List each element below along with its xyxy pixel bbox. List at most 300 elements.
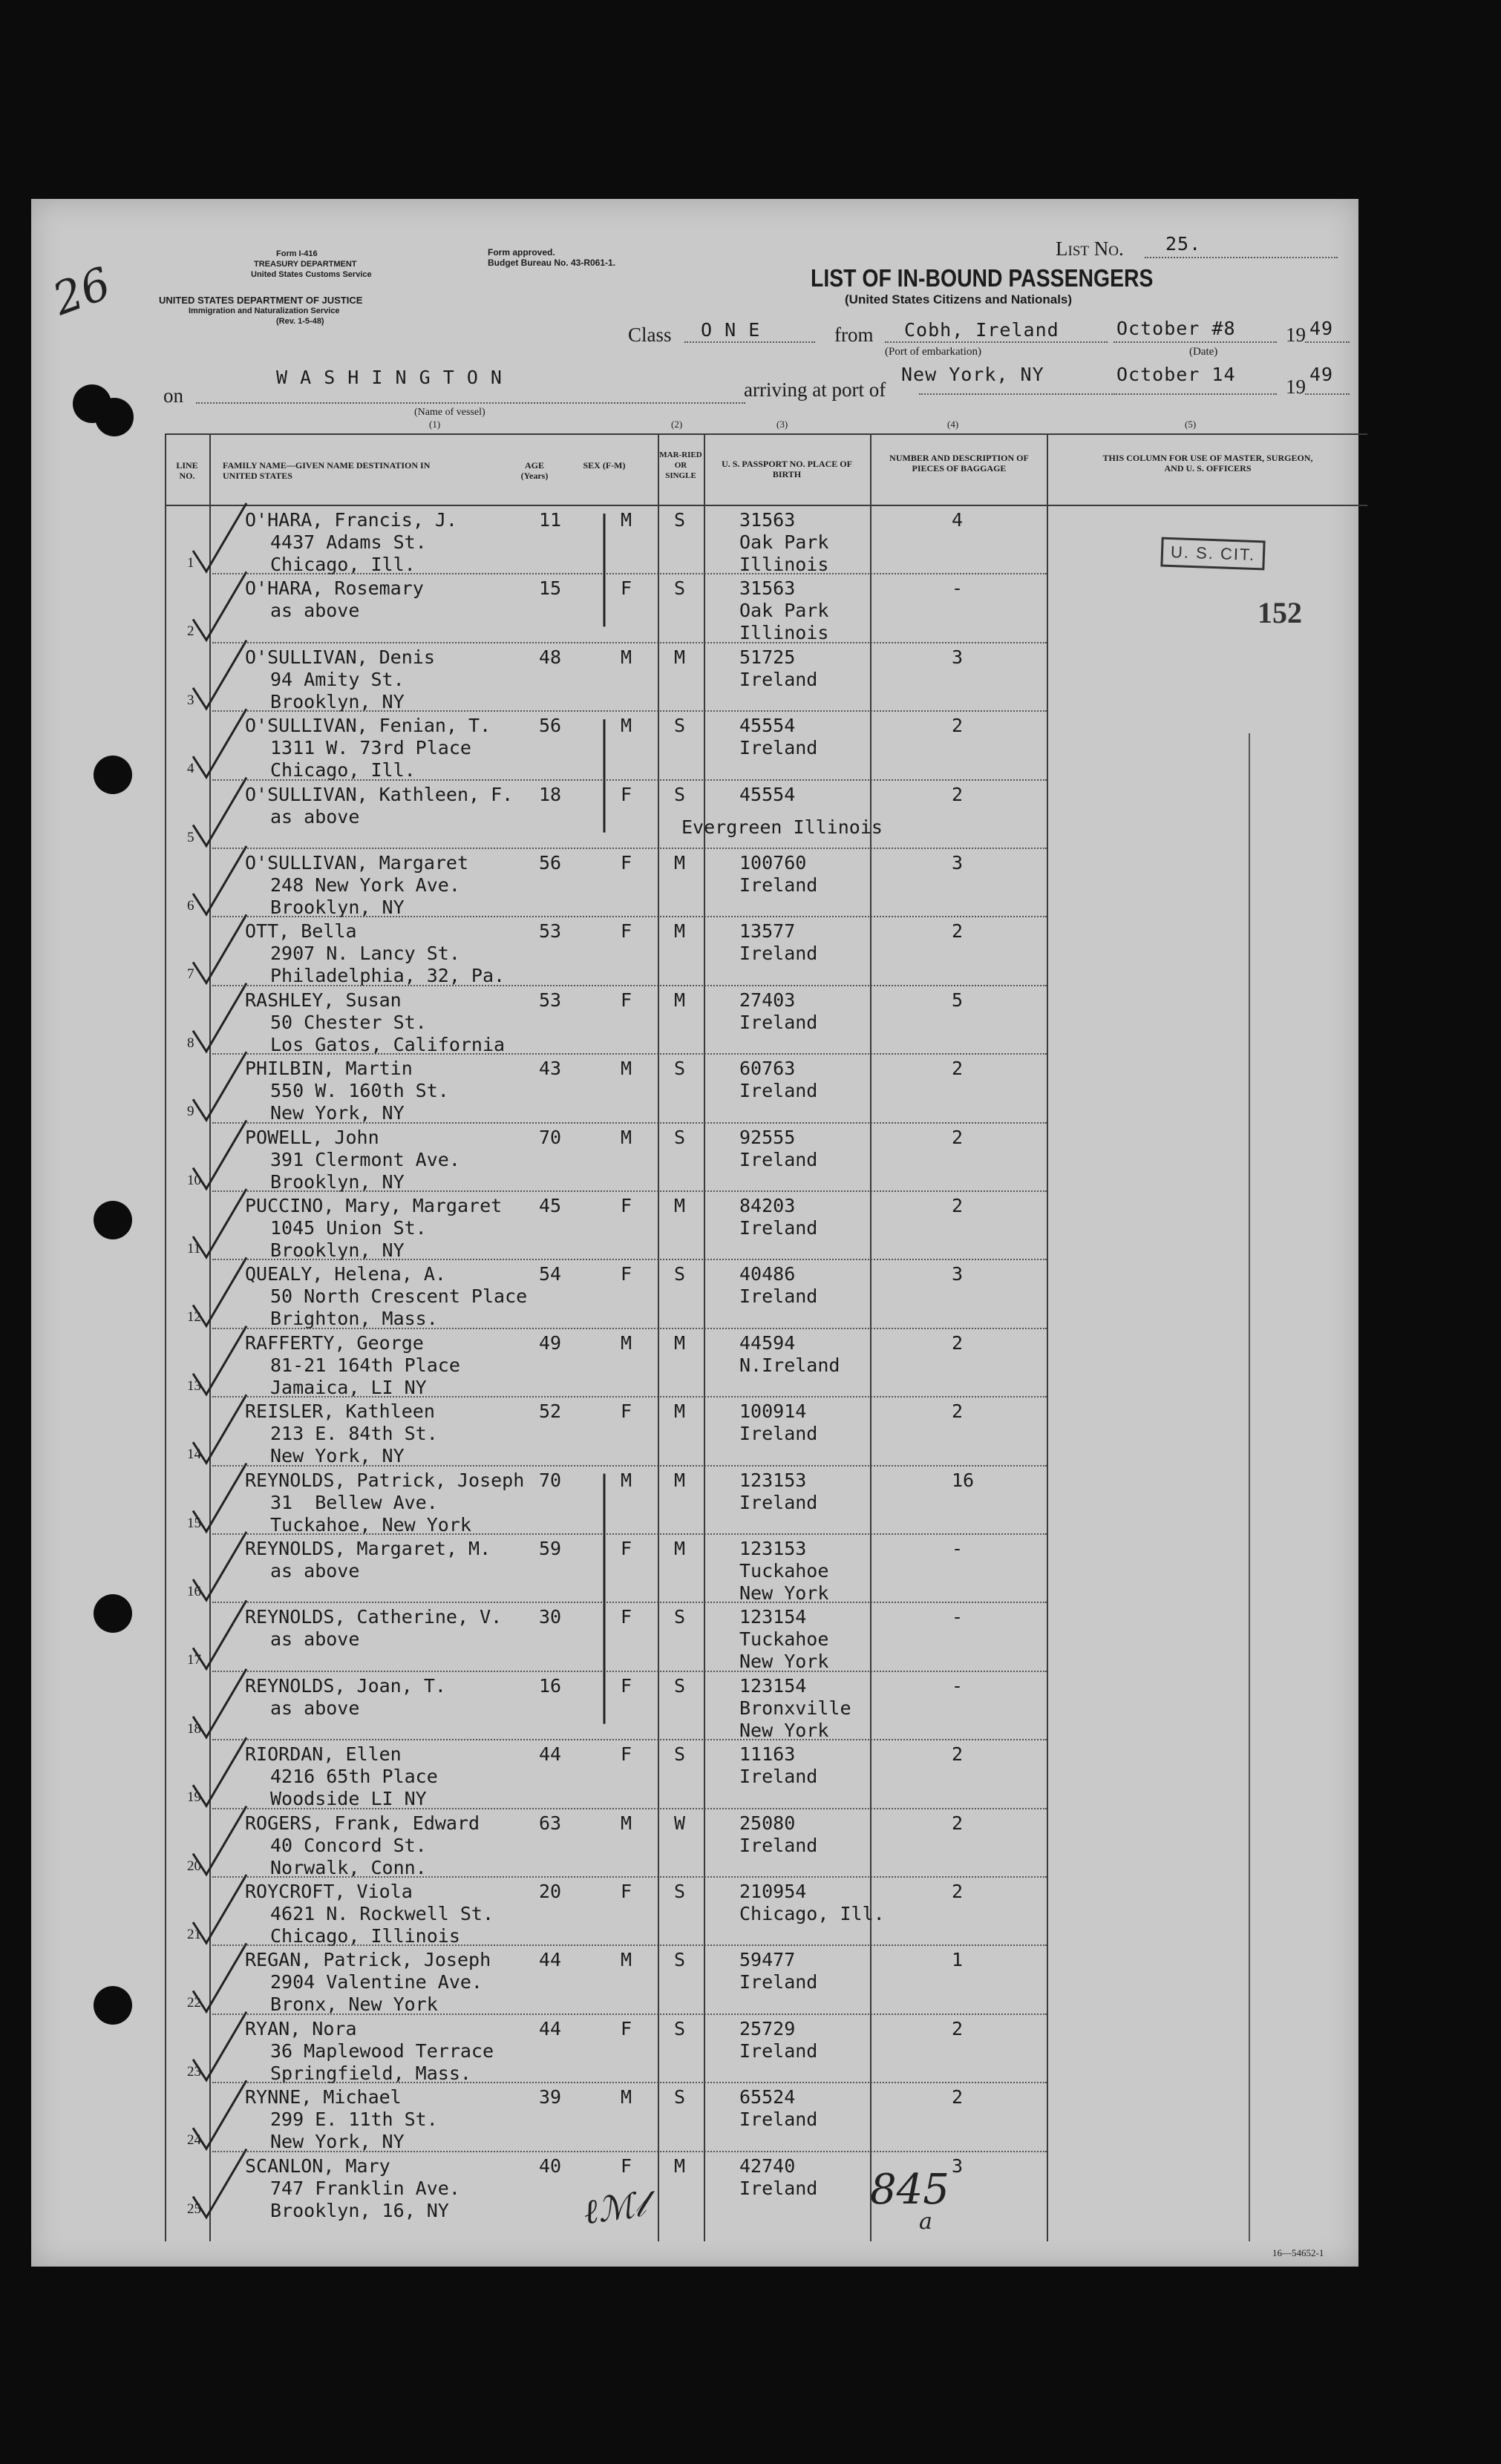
baggage-count: 16 bbox=[952, 1469, 975, 1491]
passenger-name: REYNOLDS, Catherine, V. bbox=[245, 1606, 503, 1628]
row-separator bbox=[212, 779, 1047, 781]
marital-status: M bbox=[674, 646, 686, 668]
passport-number: 59477 bbox=[739, 1949, 796, 1971]
marital-status: M bbox=[674, 989, 686, 1011]
check-mark bbox=[193, 778, 246, 846]
col-header-officers: THIS COLUMN FOR USE OF MASTER, SURGEON, AND U. S. OFFICERS bbox=[1102, 453, 1313, 474]
marital-status: S bbox=[674, 577, 686, 600]
marital-status: W bbox=[674, 1812, 686, 1834]
address-line-1: 4216 65th Place bbox=[270, 1766, 438, 1788]
binder-hole bbox=[94, 1986, 132, 2025]
row-separator bbox=[212, 1190, 1047, 1192]
marital-status: S bbox=[674, 509, 686, 531]
passenger-name: REYNOLDS, Patrick, Joseph bbox=[245, 1469, 525, 1491]
sex: F bbox=[621, 577, 632, 600]
passenger-name: O'HARA, Francis, J. bbox=[245, 509, 457, 531]
baggage-count: 3 bbox=[952, 2155, 964, 2177]
marital-status: S bbox=[674, 1263, 686, 1285]
age: 44 bbox=[539, 2017, 562, 2039]
baggage-count: 2 bbox=[952, 1331, 964, 1354]
sex: F bbox=[621, 1195, 632, 1216]
age: 63 bbox=[539, 1812, 562, 1834]
marital-status: M bbox=[674, 2155, 686, 2177]
sex: M bbox=[621, 1812, 632, 1834]
passport-number: 123154 bbox=[739, 1674, 807, 1697]
sex: F bbox=[621, 2017, 632, 2039]
line-number: 21 bbox=[187, 1927, 201, 1942]
sex: F bbox=[621, 1263, 632, 1285]
passport-number: 65524 bbox=[739, 2086, 796, 2109]
age: 39 bbox=[539, 2086, 562, 2109]
address-line-2: Brooklyn, NY bbox=[270, 690, 405, 712]
row-separator bbox=[212, 710, 1047, 712]
line-number: 9 bbox=[187, 1104, 194, 1120]
us-citizen-stamp: U. S. CIT. bbox=[1160, 537, 1265, 571]
line-number: 1 bbox=[187, 555, 194, 571]
baggage-count: 2 bbox=[952, 715, 964, 737]
address-line-1: 2907 N. Lancy St. bbox=[270, 943, 460, 965]
passport-number: 123154 bbox=[739, 1606, 807, 1628]
baggage-count: 2 bbox=[952, 1195, 964, 1216]
address-line-1: 81-21 164th Place bbox=[270, 1354, 460, 1376]
passenger-name: RIORDAN, Ellen bbox=[245, 1743, 402, 1766]
doj-title: UNITED STATES DEPARTMENT OF JUSTICE bbox=[159, 295, 363, 306]
passenger-name: PHILBIN, Martin bbox=[245, 1058, 413, 1080]
row-separator bbox=[212, 1328, 1047, 1329]
baggage-count: 2 bbox=[952, 1400, 964, 1423]
list-no-label: List No. bbox=[1056, 237, 1124, 260]
col-num-3: (3) bbox=[776, 419, 788, 430]
check-mark bbox=[193, 1189, 246, 1257]
passport-number: 100760 bbox=[739, 852, 807, 874]
address-line-2: Brighton, Mass. bbox=[270, 1308, 438, 1330]
age: 52 bbox=[539, 1400, 562, 1423]
address-line-2: Norwalk, Conn. bbox=[270, 1856, 427, 1878]
age: 53 bbox=[539, 989, 562, 1011]
binder-hole bbox=[95, 398, 134, 436]
passenger-name: POWELL, John bbox=[245, 1126, 379, 1148]
baggage-count: 4 bbox=[952, 509, 964, 531]
age: 48 bbox=[539, 646, 562, 668]
sex: M bbox=[621, 1469, 632, 1491]
row-separator bbox=[212, 1533, 1047, 1535]
age: 44 bbox=[539, 1949, 562, 1971]
address-line-1: 299 E. 11th St. bbox=[270, 2109, 438, 2131]
check-mark bbox=[193, 1052, 246, 1120]
address-line-2: New York, NY bbox=[270, 1445, 405, 1467]
birthplace-line-1: Ireland bbox=[739, 2039, 818, 2062]
line-number: 16 bbox=[187, 1584, 201, 1599]
age: 18 bbox=[539, 783, 562, 805]
check-mark bbox=[193, 640, 246, 709]
line-number: 23 bbox=[187, 2063, 201, 2080]
customs-service: United States Customs Service bbox=[251, 270, 372, 279]
class-value: O N E bbox=[701, 319, 761, 341]
marital-status: S bbox=[674, 1674, 686, 1697]
address-line-2: Tuckahoe, New York bbox=[270, 1513, 471, 1536]
col-header-line: LINE NO. bbox=[176, 460, 198, 481]
address-line-1: 1045 Union St. bbox=[270, 1217, 427, 1239]
birthplace-line-1: Ireland bbox=[739, 1971, 818, 1993]
row-separator bbox=[212, 1122, 1047, 1124]
birthplace-line-1: Tuckahoe bbox=[739, 1560, 829, 1582]
row-separator bbox=[212, 2151, 1047, 2152]
passport-number: 27403 bbox=[739, 989, 796, 1011]
address-line-2: Jamaica, LI NY bbox=[270, 1376, 427, 1398]
col-num-5: (5) bbox=[1185, 419, 1197, 430]
arriving-label: arriving at port of bbox=[744, 379, 886, 401]
col-header-age: AGE (Years) bbox=[520, 460, 549, 481]
passenger-name: O'SULLIVAN, Denis bbox=[245, 646, 435, 668]
address-line-1: 747 Franklin Ave. bbox=[270, 2177, 460, 2199]
address-line-1: 36 Maplewood Terrace bbox=[270, 2039, 494, 2062]
col-header-passport: U. S. PASSPORT NO. PLACE OF BIRTH bbox=[722, 459, 852, 479]
age: 16 bbox=[539, 1674, 562, 1697]
sex: F bbox=[621, 1400, 632, 1423]
age: 56 bbox=[539, 715, 562, 737]
baggage-count: 2 bbox=[952, 1881, 964, 1902]
marital-status: S bbox=[674, 1881, 686, 1902]
birthplace-line-1: Ireland bbox=[739, 2177, 818, 2199]
sex: F bbox=[621, 989, 632, 1011]
passenger-count: 152 bbox=[1258, 596, 1302, 629]
line-number: 2 bbox=[187, 623, 194, 640]
birthplace-line-1: Ireland bbox=[739, 1080, 818, 1102]
extra-birthplace: Evergreen Illinois bbox=[681, 816, 883, 838]
baggage-count: - bbox=[952, 1606, 964, 1628]
line-number: 8 bbox=[187, 1035, 194, 1051]
sex: F bbox=[621, 1674, 632, 1697]
sex: M bbox=[621, 1331, 632, 1354]
age: 20 bbox=[539, 1881, 562, 1902]
passenger-name: QUEALY, Helena, A. bbox=[245, 1263, 446, 1285]
arrival-year-prefix: 19 bbox=[1286, 376, 1306, 398]
vessel-caption: (Name of vessel) bbox=[414, 407, 485, 418]
row-separator bbox=[212, 848, 1047, 849]
passenger-name: PUCCINO, Mary, Margaret bbox=[245, 1195, 503, 1216]
address-line-2: Brooklyn, 16, NY bbox=[270, 2199, 449, 2221]
passenger-name: RYAN, Nora bbox=[245, 2017, 357, 2039]
address-line-1: as above bbox=[270, 600, 360, 622]
row-separator bbox=[212, 1259, 1047, 1260]
baggage-count: - bbox=[952, 1538, 964, 1559]
line-number: 14 bbox=[187, 1446, 201, 1463]
address-line-2: New York, NY bbox=[270, 2131, 405, 2153]
row-separator bbox=[212, 985, 1047, 986]
address-line-1: 50 Chester St. bbox=[270, 1011, 427, 1033]
row-separator bbox=[212, 2014, 1047, 2015]
birthplace-line-1: Oak Park bbox=[739, 531, 829, 553]
check-mark bbox=[193, 709, 246, 777]
baggage-count: 2 bbox=[952, 783, 964, 805]
address-line-2: Bronx, New York bbox=[270, 1993, 438, 2016]
line-number: 19 bbox=[187, 1789, 201, 1806]
passenger-name: REYNOLDS, Margaret, M. bbox=[245, 1538, 491, 1559]
baggage-count: 2 bbox=[952, 1058, 964, 1080]
check-marks bbox=[31, 199, 1358, 2267]
marital-status: S bbox=[674, 1606, 686, 1628]
check-mark bbox=[193, 571, 246, 640]
age: 53 bbox=[539, 920, 562, 943]
passport-number: 42740 bbox=[739, 2155, 796, 2177]
passport-number: 84203 bbox=[739, 1195, 796, 1216]
ins-title: Immigration and Naturalization Service bbox=[189, 307, 340, 315]
budget-bureau: Budget Bureau No. 43-R061-1. bbox=[488, 258, 616, 268]
line-number: 6 bbox=[187, 898, 194, 914]
passport-number: 31563 bbox=[739, 577, 796, 600]
revision: (Rev. 1-5-48) bbox=[276, 317, 324, 326]
col-num-4: (4) bbox=[947, 419, 959, 430]
sex: M bbox=[621, 2086, 632, 2109]
sex: M bbox=[621, 1949, 632, 1971]
row-separator bbox=[212, 573, 1047, 574]
birthplace-line-1: Ireland bbox=[739, 1011, 818, 1033]
address-line-1: 550 W. 160th St. bbox=[270, 1080, 449, 1102]
marital-status: S bbox=[674, 2086, 686, 2109]
corner-handwritten-mark: 26 bbox=[46, 258, 118, 326]
col-header-baggage: NUMBER AND DESCRIPTION OF PIECES OF BAGGAGE bbox=[889, 453, 1029, 474]
line-number: 20 bbox=[187, 1858, 201, 1874]
passenger-name: REISLER, Kathleen bbox=[245, 1400, 435, 1423]
sex: M bbox=[621, 1058, 632, 1080]
passenger-name: REYNOLDS, Joan, T. bbox=[245, 1674, 446, 1697]
row-separator bbox=[212, 1671, 1047, 1672]
passenger-name: REGAN, Patrick, Joseph bbox=[245, 1949, 491, 1971]
document-title: LIST OF IN-BOUND PASSENGERS bbox=[811, 264, 1154, 292]
address-line-1: 31 Bellew Ave. bbox=[270, 1491, 438, 1513]
row-separator bbox=[212, 1396, 1047, 1398]
address-line-1: 4621 N. Rockwell St. bbox=[270, 1903, 494, 1924]
birthplace-line-1: Bronxville bbox=[739, 1697, 851, 1719]
manifest-page bbox=[31, 199, 1358, 2267]
address-line-1: 50 North Crescent Place bbox=[270, 1285, 528, 1308]
passport-number: 51725 bbox=[739, 646, 796, 668]
passport-number: 123153 bbox=[739, 1538, 807, 1559]
col-header-married: MAR-RIED OR SINGLE bbox=[659, 450, 702, 480]
sex: F bbox=[621, 920, 632, 943]
baggage-count: 2 bbox=[952, 1812, 964, 1834]
marital-status: S bbox=[674, 1126, 686, 1148]
line-number: 25 bbox=[187, 2201, 201, 2217]
baggage-count: 2 bbox=[952, 2086, 964, 2109]
marital-status: S bbox=[674, 783, 686, 805]
check-mark bbox=[193, 983, 246, 1052]
marital-status: S bbox=[674, 1743, 686, 1766]
embark-caption: (Port of embarkation) bbox=[885, 346, 981, 358]
line-number: 15 bbox=[187, 1515, 201, 1531]
passport-number: 123153 bbox=[739, 1469, 807, 1491]
address-line-2: Chicago, Ill. bbox=[270, 759, 416, 782]
sex: M bbox=[621, 715, 632, 737]
baggage-count: - bbox=[952, 577, 964, 600]
baggage-count: 2 bbox=[952, 1126, 964, 1148]
baggage-count: - bbox=[952, 1674, 964, 1697]
marital-status: S bbox=[674, 715, 686, 737]
arrival-year: 49 bbox=[1309, 364, 1334, 385]
line-number: 18 bbox=[187, 1720, 201, 1737]
passport-number: 100914 bbox=[739, 1400, 807, 1423]
row-separator bbox=[212, 642, 1047, 643]
row-separator bbox=[212, 1808, 1047, 1809]
passenger-name: OTT, Bella bbox=[245, 920, 357, 943]
marital-status: S bbox=[674, 1058, 686, 1080]
from-label: from bbox=[834, 324, 874, 346]
passenger-name: SCANLON, Mary bbox=[245, 2155, 390, 2177]
passport-number: 25729 bbox=[739, 2017, 796, 2039]
passport-number: 31563 bbox=[739, 509, 796, 531]
birthplace-line-2: New York bbox=[739, 1651, 829, 1673]
address-line-1: 248 New York Ave. bbox=[270, 874, 460, 896]
age: 70 bbox=[539, 1126, 562, 1148]
line-number: 10 bbox=[187, 1172, 201, 1188]
port-of-embarkation: Cobh, Ireland bbox=[904, 319, 1059, 341]
on-label: on bbox=[163, 384, 183, 407]
baggage-count: 3 bbox=[952, 646, 964, 668]
col-num-2: (2) bbox=[671, 419, 683, 430]
address-line-1: 40 Concord St. bbox=[270, 1834, 427, 1856]
sex: F bbox=[621, 783, 632, 805]
row-separator bbox=[212, 1465, 1047, 1467]
address-line-2: Chicago, Ill. bbox=[270, 554, 416, 575]
col-num-1: (1) bbox=[429, 419, 441, 430]
birthplace-line-1: Ireland bbox=[739, 1834, 818, 1856]
line-number: 3 bbox=[187, 692, 194, 708]
line-number: 24 bbox=[187, 2132, 201, 2149]
form-code: 16—54652-1 bbox=[1272, 2247, 1324, 2258]
birthplace-line-2: New York bbox=[739, 1719, 829, 1741]
row-separator bbox=[212, 1876, 1047, 1878]
passport-number: 210954 bbox=[739, 1881, 807, 1902]
age: 44 bbox=[539, 1743, 562, 1766]
row-separator bbox=[212, 916, 1047, 917]
address-line-1: 4437 Adams St. bbox=[270, 531, 427, 553]
check-mark bbox=[193, 503, 246, 571]
binder-hole bbox=[94, 1594, 132, 1633]
departure-year: 49 bbox=[1309, 318, 1334, 339]
form-approved: Form approved. bbox=[488, 247, 555, 258]
passenger-name: RASHLEY, Susan bbox=[245, 989, 402, 1011]
address-line-2: Brooklyn, NY bbox=[270, 897, 405, 918]
birthplace-line-1: Ireland bbox=[739, 1217, 818, 1239]
class-label: Class bbox=[628, 324, 672, 346]
address-line-2: Brooklyn, NY bbox=[270, 1170, 405, 1193]
address-line-1: as above bbox=[270, 805, 360, 828]
row-separator bbox=[212, 1602, 1047, 1603]
address-line-1: as above bbox=[270, 1628, 360, 1651]
line-number: 22 bbox=[187, 1995, 201, 2011]
passport-number: 11163 bbox=[739, 1743, 796, 1766]
treasury-dept: TREASURY DEPARTMENT bbox=[254, 260, 357, 269]
passenger-name: O'SULLIVAN, Kathleen, F. bbox=[245, 783, 514, 805]
birthplace-line-2: Illinois bbox=[739, 554, 829, 575]
passenger-name: O'SULLIVAN, Margaret bbox=[245, 852, 469, 874]
baggage-count: 5 bbox=[952, 989, 964, 1011]
year-prefix: 19 bbox=[1286, 324, 1306, 346]
baggage-count: 3 bbox=[952, 852, 964, 874]
birthplace-line-1: N.Ireland bbox=[739, 1354, 840, 1376]
address-line-2: Springfield, Mass. bbox=[270, 2062, 471, 2084]
baggage-count: 2 bbox=[952, 2017, 964, 2039]
birthplace-line-1: Ireland bbox=[739, 943, 818, 965]
age: 59 bbox=[539, 1538, 562, 1559]
line-number: 17 bbox=[187, 1652, 201, 1668]
baggage-count: 2 bbox=[952, 920, 964, 943]
birthplace-line-1: Ireland bbox=[739, 1423, 818, 1445]
passport-number: 13577 bbox=[739, 920, 796, 943]
handwritten-total: 845 bbox=[870, 2166, 949, 2214]
birthplace-line-1: Ireland bbox=[739, 1766, 818, 1788]
col-header-sex: SEX (F-M) bbox=[583, 460, 626, 471]
birthplace-line-1: Ireland bbox=[739, 1148, 818, 1170]
passport-number: 45554 bbox=[739, 715, 796, 737]
birthplace-line-1: Ireland bbox=[739, 737, 818, 759]
marital-status: M bbox=[674, 852, 686, 874]
line-number: 4 bbox=[187, 761, 194, 777]
col-header-name: FAMILY NAME—GIVEN NAME DESTINATION IN UNITED STATES bbox=[223, 460, 431, 481]
birthplace-line-1: Oak Park bbox=[739, 600, 829, 622]
binder-hole bbox=[94, 756, 132, 794]
address-line-1: 2904 Valentine Ave. bbox=[270, 1971, 483, 1993]
age: 15 bbox=[539, 577, 562, 600]
birthplace-line-1: Ireland bbox=[739, 874, 818, 896]
address-line-1: 94 Amity St. bbox=[270, 668, 405, 690]
vessel-name: W A S H I N G T O N bbox=[276, 367, 503, 388]
sex: M bbox=[621, 1126, 632, 1148]
marital-status: M bbox=[674, 1400, 686, 1423]
age: 56 bbox=[539, 852, 562, 874]
document-subtitle: (United States Citizens and Nationals) bbox=[845, 292, 1073, 307]
age: 11 bbox=[539, 509, 562, 531]
check-mark bbox=[193, 846, 246, 914]
address-line-1: as above bbox=[270, 1560, 360, 1582]
passport-number: 40486 bbox=[739, 1263, 796, 1285]
marital-status: M bbox=[674, 1538, 686, 1559]
sex: F bbox=[621, 2155, 632, 2177]
passport-number: 45554 bbox=[739, 783, 796, 805]
sex: F bbox=[621, 1743, 632, 1766]
row-separator bbox=[212, 2082, 1047, 2083]
address-line-2: Philadelphia, 32, Pa. bbox=[270, 965, 506, 987]
passport-number: 60763 bbox=[739, 1058, 796, 1080]
address-line-2: Brooklyn, NY bbox=[270, 1239, 405, 1261]
officer-signature: ℓℳ𝓁 bbox=[581, 2183, 648, 2232]
form-id: Form I-416 bbox=[276, 249, 318, 258]
address-line-2: Woodside LI NY bbox=[270, 1788, 427, 1810]
passenger-name: RYNNE, Michael bbox=[245, 2086, 402, 2109]
address-line-2: Chicago, Illinois bbox=[270, 1925, 460, 1947]
sex: F bbox=[621, 1881, 632, 1902]
handwritten-sub: a bbox=[919, 2209, 932, 2235]
marital-status: S bbox=[674, 1949, 686, 1971]
passenger-name: ROGERS, Frank, Edward bbox=[245, 1812, 480, 1834]
sex: M bbox=[621, 646, 632, 668]
passenger-name: O'HARA, Rosemary bbox=[245, 577, 424, 600]
address-line-1: 213 E. 84th St. bbox=[270, 1423, 438, 1445]
row-separator bbox=[212, 1739, 1047, 1740]
age: 54 bbox=[539, 1263, 562, 1285]
birthplace-line-1: Ireland bbox=[739, 668, 818, 690]
age: 43 bbox=[539, 1058, 562, 1080]
marital-status: M bbox=[674, 1331, 686, 1354]
sex: M bbox=[621, 509, 632, 531]
passport-number: 25080 bbox=[739, 1812, 796, 1834]
check-mark bbox=[193, 914, 246, 983]
age: 49 bbox=[539, 1331, 562, 1354]
address-line-1: 391 Clermont Ave. bbox=[270, 1148, 460, 1170]
age: 45 bbox=[539, 1195, 562, 1216]
baggage-count: 2 bbox=[952, 1743, 964, 1766]
birthplace-line-1: Ireland bbox=[739, 2109, 818, 2131]
